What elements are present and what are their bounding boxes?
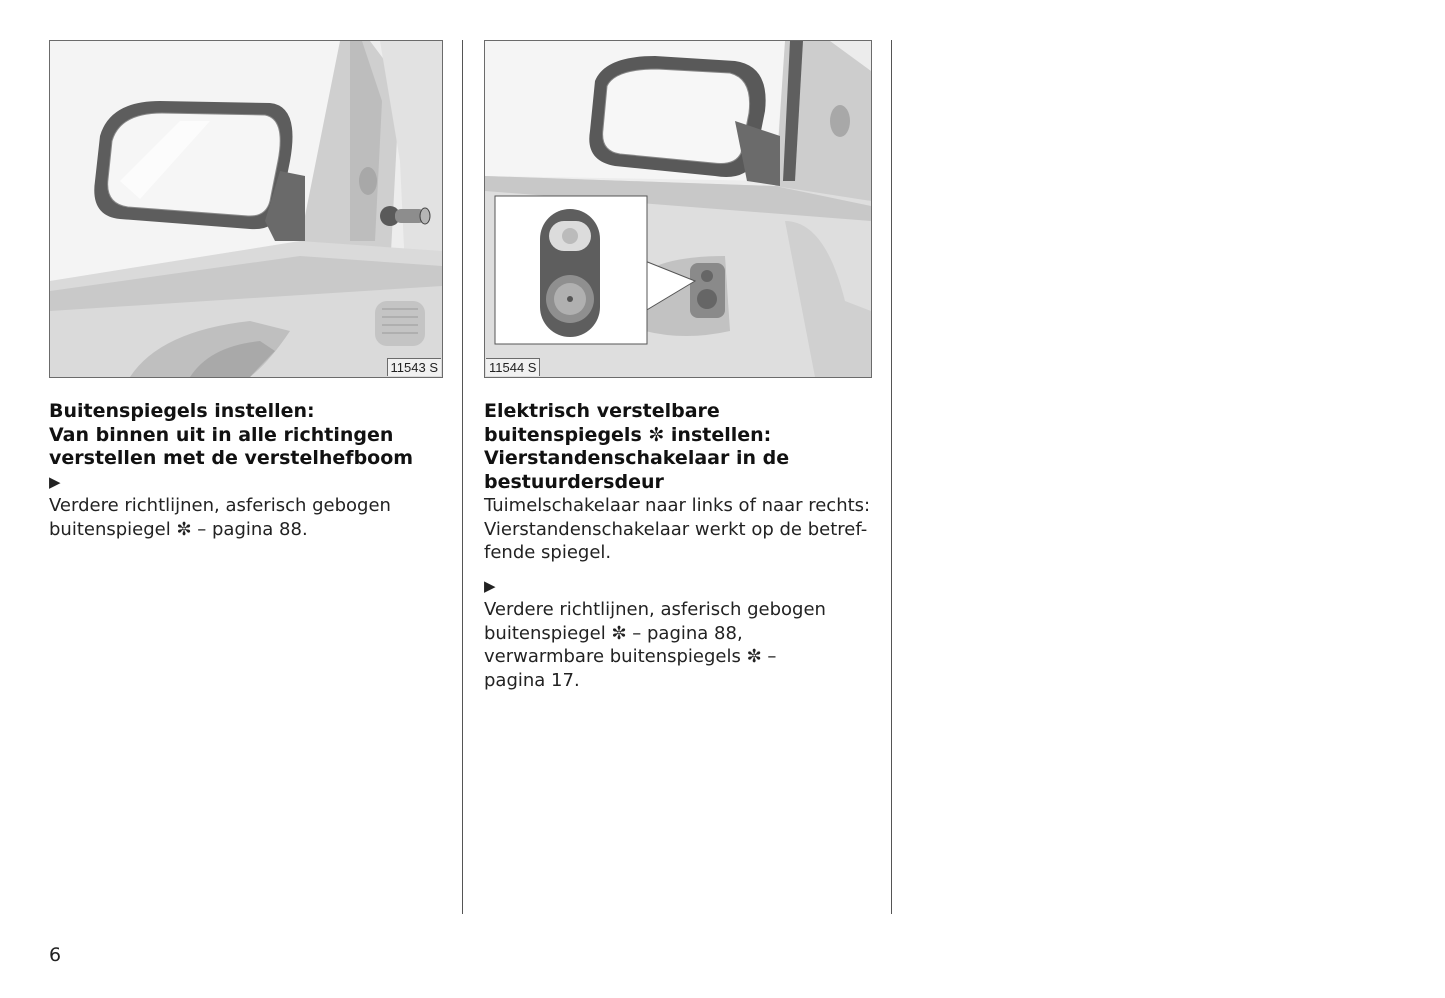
left-column [49,400,449,541]
column-divider [462,40,463,914]
figure-code: 11543 S [387,358,441,376]
column-divider [891,40,892,914]
note-text: Verdere richtlijnen, asferisch gebogen [484,599,826,620]
heading-line: bestuurdersdeur [484,470,664,493]
mirror-lever-illustration [50,41,442,377]
reference-note [49,471,449,542]
note-line: pagina 17. [484,669,580,691]
reference-note [484,575,884,693]
body-line: fende spiegel. [484,542,612,563]
body-text [484,494,884,565]
figure-mirror-switch [484,40,872,378]
figure-mirror-lever [49,40,443,378]
body-line: Vierstandenschakelaar werkt op de betref- [484,518,868,540]
figure-code: 11544 S [486,358,540,376]
section-heading [49,400,449,471]
note-line [484,575,884,622]
heading-line: Vierstandenschakelaar in de [484,447,790,469]
note-line [49,471,449,518]
note-text: Verdere richtlijnen, asferisch gebogen [49,495,391,516]
body-line: Tuimelschakelaar naar links of naar rechts: [484,495,871,516]
section-heading [484,400,884,494]
bullet-arrow-icon: ▶ [49,472,61,491]
bullet-arrow-icon: ▶ [484,576,496,595]
note-line: verwarmbare buitenspiegels ✼ – [484,646,777,667]
note-line: buitenspiegel ✼ – pagina 88. [49,518,308,540]
heading-line: Van binnen uit in alle richtingen [49,423,394,446]
right-column [484,400,884,692]
mirror-switch-illustration [485,41,871,377]
heading-line: Buitenspiegels instellen: [49,400,315,422]
heading-line: verstellen met de verstelhefboom [49,447,414,469]
note-line: buitenspiegel ✼ – pagina 88, [484,622,743,644]
heading-line: buitenspiegels ✼ instellen: [484,423,772,446]
page-number: 6 [49,944,62,966]
heading-line: Elektrisch verstelbare [484,400,720,422]
